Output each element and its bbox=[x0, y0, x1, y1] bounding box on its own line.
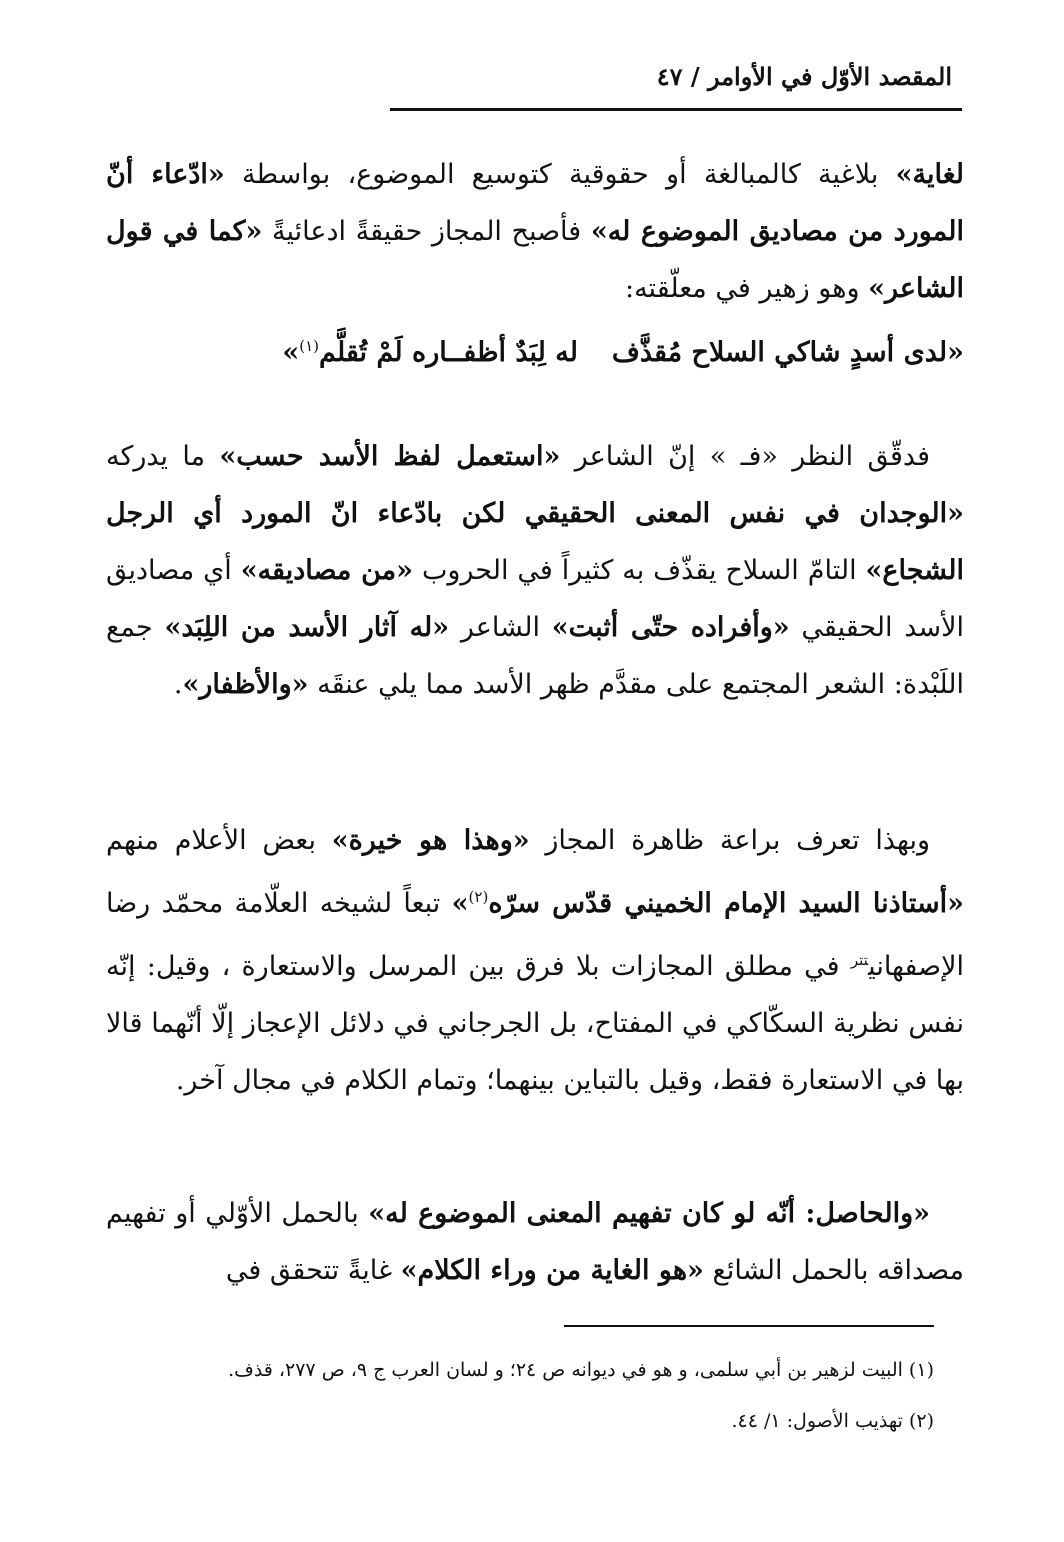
bold-phrase: «استعمل لفظ الأسد حسب» bbox=[219, 441, 561, 472]
bold-phrase: «وأفراده حتّى أثبت» bbox=[551, 612, 790, 643]
text-run: فدقّق النظر «فـ » إنّ الشاعر bbox=[560, 441, 930, 472]
text-run: غايةً تتحقق في bbox=[225, 1255, 401, 1286]
text-run: فأصبح المجاز حقيقةً ادعائيةً bbox=[262, 216, 591, 247]
bold-phrase: «من مصاديقه» bbox=[240, 555, 413, 586]
bold-phrase: «أستاذنا السيد الإمام الخميني قدّس سرّه bbox=[488, 888, 964, 919]
bold-phrase: «الوجدان في نفس المعنى الحقيقي لكن بادّعاء انّ المورد أي الرجل الشجاع» bbox=[106, 498, 964, 586]
honorific-mark: تتر bbox=[850, 951, 869, 969]
text-run: وبهذا تعرف براعة ظاهرة المجاز bbox=[529, 825, 931, 856]
footnote-1: (١) البيت لزهير بن أبي سلمى، و هو في ديوانه ص ٢٤؛ و لسان العرب ج ٩، ص ٢٧٧، قذف. bbox=[228, 1359, 934, 1381]
bold-phrase: «له آثار الأسد من اللِبَد» bbox=[164, 612, 450, 643]
footnote-rule bbox=[564, 1325, 934, 1327]
verse-close-quote: » bbox=[282, 337, 300, 368]
header-rule bbox=[390, 108, 962, 111]
running-header: المقصد الأوّل في الأوامر / ٤٧ bbox=[656, 62, 952, 91]
footnote-ref-1: (١) bbox=[299, 337, 319, 355]
text-run: بعض الأعلام منهم bbox=[106, 825, 332, 856]
verse-first-hemistich: «لدى أسدٍ شاكي السلاح مُقذَّف bbox=[611, 337, 964, 368]
text-run: بلاغية كالمبالغة أو حقوقية كتوسيع الموضوع، بواسطة bbox=[224, 159, 896, 190]
paragraph-2 bbox=[106, 428, 964, 713]
text-run: . bbox=[173, 669, 183, 700]
text-run: في مطلق المجازات بلا فرق بين المرسل والاستعارة ، وقيل: إنّه نفس نظرية السكّاكي في المفتاح، بل الجرجاني في دلائل الإعجاز إلّا أنّهما قالا بها في الاستعارة فقط، وقيل بالتباين بينهما؛ وتمام الكلام في مجال آخر. bbox=[106, 951, 964, 1096]
bold-phrase: «والأظفار» bbox=[182, 669, 309, 700]
text-run: ما يدركه bbox=[106, 441, 220, 472]
text-run: أي مصاديق الأسد الحقيقي bbox=[106, 555, 964, 643]
paragraph-1 bbox=[106, 146, 964, 317]
text-run: التامّ السلاح يقذّف به كثيراً في الحروب bbox=[413, 555, 866, 586]
verse-second-hemistich bbox=[282, 337, 578, 368]
footnote-ref-2: (٢) bbox=[468, 888, 489, 906]
paragraph-3 bbox=[106, 812, 964, 1109]
paragraph-4 bbox=[106, 1185, 964, 1299]
text-run: الشاعر bbox=[449, 612, 552, 643]
text-run: وهو زهير في معلّقته: bbox=[624, 273, 869, 304]
bold-phrase: «وهذا هو خيرة» bbox=[331, 825, 530, 856]
bold-phrase: «ادّعاء أنّ المورد من مصاديق الموضوع له» bbox=[106, 159, 964, 247]
text-run: تبعاً لشيخه العلّامة محمّد رضا الإصفهاني bbox=[106, 888, 964, 982]
footnote-2: (٢) تهذيب الأصول: ١/ ٤٤. bbox=[731, 1410, 934, 1432]
bold-phrase: «هو الغاية من وراء الكلام» bbox=[400, 1255, 704, 1286]
bold-phrase: لغاية» bbox=[895, 159, 964, 190]
bold-phrase: «والحاصل: أنّه لو كان تفهيم المعنى الموضوع له» bbox=[368, 1198, 931, 1229]
verse-second-text: له لِبَدٌ أظفــاره لَمْ تُقلَّم bbox=[318, 337, 578, 368]
bold-phrase: «كما في قول الشاعر» bbox=[106, 216, 964, 304]
text-run: بالحمل الأوّلي أو تفهيم مصداقه بالحمل الشائع bbox=[106, 1198, 964, 1286]
text-run: جمع اللَبْدة: الشعر المجتمع على مقدَّم ظهر الأسد مما يلي عنقَه bbox=[106, 612, 964, 700]
bold-phrase: » bbox=[451, 888, 469, 919]
